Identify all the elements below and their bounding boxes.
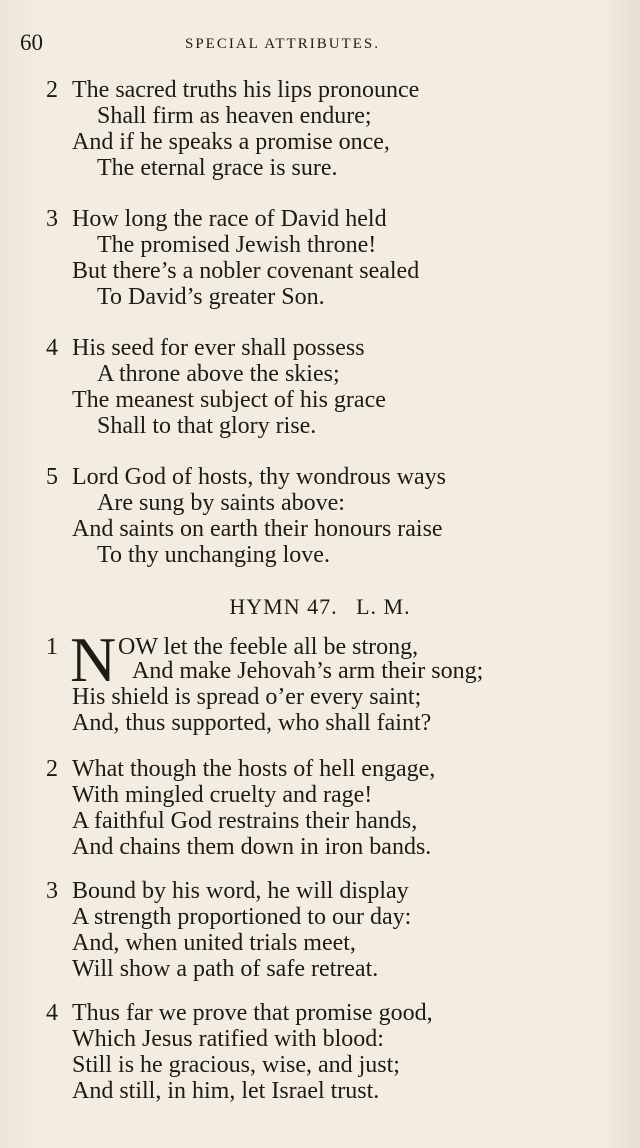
verse-line: With mingled cruelty and rage! [72,782,373,808]
verse-line: And, when united trials meet, [72,930,356,956]
verse-line: How long the race of David held [72,206,387,232]
verse-line: But there’s a nobler covenant sealed [72,258,420,284]
drop-cap: N [70,624,117,695]
hymn-title [0,594,640,620]
verse-number: 3 [46,878,58,904]
verse-line: A throne above the skies; [97,361,340,387]
verse-line: And, thus supported, who shall faint? [72,710,432,736]
verse-number: 2 [46,756,58,782]
verse-line: And saints on earth their honours raise [72,516,443,542]
verse-line: Bound by his word, he will display [72,878,409,904]
verse-line: OW let the feeble all be strong, [118,634,419,660]
verse-line: Which Jesus ratified with blood: [72,1026,384,1052]
verse-line: The sacred truths his lips pronounce [72,77,420,103]
verse-line: Thus far we prove that promise good, [72,1000,433,1026]
hymn-meter: L. M. [356,594,411,619]
page-header [20,30,620,60]
verse-line: Will show a path of safe retreat. [72,956,379,982]
verse-number: 3 [46,206,58,232]
hymn-number: HYMN 47. [229,594,338,619]
verse-line: Still is he gracious, wise, and just; [72,1052,400,1078]
verse-line: A faithful God restrains their hands, [72,808,418,834]
verse-number: 5 [46,464,58,490]
verse-line: Shall firm as heaven endure; [97,103,372,129]
page-number: 60 [20,30,43,55]
verse-line: To thy unchanging love. [97,542,330,568]
verse-number: 2 [46,77,58,103]
verse-line: The meanest subject of his grace [72,387,386,413]
verse-number: 4 [46,1000,58,1026]
verse-line: The eternal grace is sure. [97,155,338,181]
verse-line: And still, in him, let Israel trust. [72,1078,380,1104]
verse-line: What though the hosts of hell engage, [72,756,436,782]
verse-line: And chains them down in iron bands. [72,834,432,860]
running-title: SPECIAL ATTRIBUTES. [185,36,380,52]
verse-line: And if he speaks a promise once, [72,129,390,155]
verse-line: Lord God of hosts, thy wondrous ways [72,464,446,490]
verse-line: His shield is spread o’er every saint; [72,684,422,710]
verse-line: A strength proportioned to our day: [72,904,412,930]
verse-number: 4 [46,335,58,361]
verse-line: And make Jehovah’s arm their song; [132,658,484,684]
verse-line: To David’s greater Son. [97,284,325,310]
verse-line: The promised Jewish throne! [97,232,377,258]
verse-line: Shall to that glory rise. [97,413,317,439]
verse-line: His seed for ever shall possess [72,335,365,361]
verse-number: 1 [46,634,58,660]
verse-line: Are sung by saints above: [97,490,345,516]
